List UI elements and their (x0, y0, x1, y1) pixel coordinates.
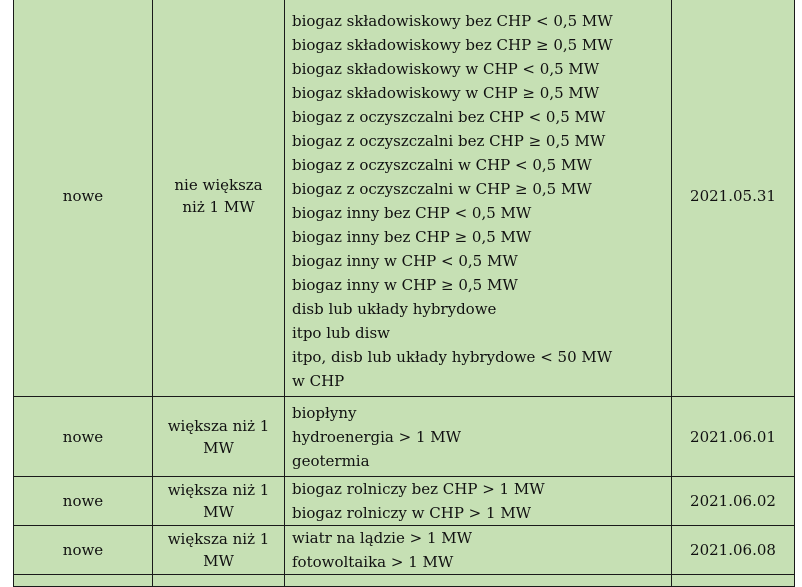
technology-item: biogaz inny bez CHP ≥ 0,5 MW (292, 228, 532, 246)
table-row (14, 0, 795, 397)
status-text: nowe (62, 492, 104, 510)
technology-item: hydroenergia > 1 MW (292, 427, 462, 446)
technology-item: biogaz inny w CHP < 0,5 MW (292, 252, 518, 270)
date-cell (672, 0, 795, 397)
power-text: większa niż 1 (167, 481, 270, 499)
technology-cell (285, 397, 672, 477)
status-text: nowe (62, 186, 104, 205)
date-text: 2021.06.08 (690, 541, 776, 559)
status-cell (14, 397, 153, 477)
technology-item: biogaz inny bez CHP < 0,5 MW (292, 204, 532, 222)
date-cell (672, 477, 795, 526)
technology-item: biogaz inny w CHP ≥ 0,5 MW (292, 276, 518, 294)
power-text: większa niż 1 (167, 530, 270, 548)
technology-item: disb lub układy hybrydowe (292, 300, 497, 318)
technology-item: biogaz składowiskowy w CHP < 0,5 MW (292, 60, 600, 78)
technology-item: biogaz z oczyszczalni bez CHP ≥ 0,5 MW (292, 132, 606, 150)
table-row (14, 477, 795, 526)
date-text: 2021.06.01 (690, 427, 776, 446)
power-text: większa niż 1 (167, 416, 270, 435)
table-row (14, 526, 795, 575)
technology-item: biogaz składowiskowy bez CHP ≥ 0,5 MW (292, 36, 613, 54)
status-cell (14, 0, 153, 397)
technology-item: biogaz z oczyszczalni w CHP ≥ 0,5 MW (292, 180, 592, 198)
technology-cell (285, 477, 672, 526)
power-text: MW (203, 503, 234, 521)
auction-schedule-table (13, 0, 795, 587)
date-cell (672, 575, 795, 587)
power-cell (153, 397, 285, 477)
technology-item: biogaz z oczyszczalni w CHP < 0,5 MW (292, 156, 592, 174)
power-cell (153, 526, 285, 575)
technology-item: fotowoltaika > 1 MW (292, 553, 454, 571)
status-text: nowe (62, 541, 104, 559)
power-cell (153, 477, 285, 526)
date-cell (672, 397, 795, 477)
table-row (14, 397, 795, 477)
power-text: nie większa (174, 175, 263, 194)
status-cell (14, 575, 153, 587)
technology-cell (285, 0, 672, 397)
technology-item: wiatr na lądzie > 1 MW (292, 529, 473, 547)
technology-item: biogaz rolniczy w CHP > 1 MW (292, 504, 532, 522)
technology-item: biogaz składowiskowy bez CHP < 0,5 MW (292, 12, 613, 30)
status-cell (14, 477, 153, 526)
status-cell (14, 526, 153, 575)
technology-cell (285, 575, 672, 587)
power-text: MW (203, 552, 234, 570)
date-text: 2021.06.02 (690, 492, 776, 510)
technology-item: itpo, disb lub układy hybrydowe < 50 MW (292, 348, 613, 366)
technology-item: w CHP (292, 372, 345, 390)
technology-item: biogaz rolniczy bez CHP > 1 MW (292, 480, 545, 498)
power-cell (153, 0, 285, 397)
technology-item: biogaz składowiskowy w CHP ≥ 0,5 MW (292, 84, 600, 102)
date-text: 2021.05.31 (690, 186, 776, 205)
power-text: niż 1 MW (182, 197, 255, 216)
power-text: MW (203, 438, 234, 457)
table-row (14, 575, 795, 587)
technology-item: itpo lub disw (292, 324, 390, 342)
technology-item: biopłyny (292, 403, 357, 422)
status-text: nowe (62, 427, 104, 446)
date-cell (672, 526, 795, 575)
technology-item: biogaz z oczyszczalni bez CHP < 0,5 MW (292, 108, 606, 126)
technology-item: geotermia (292, 451, 370, 470)
power-cell (153, 575, 285, 587)
technology-cell (285, 526, 672, 575)
